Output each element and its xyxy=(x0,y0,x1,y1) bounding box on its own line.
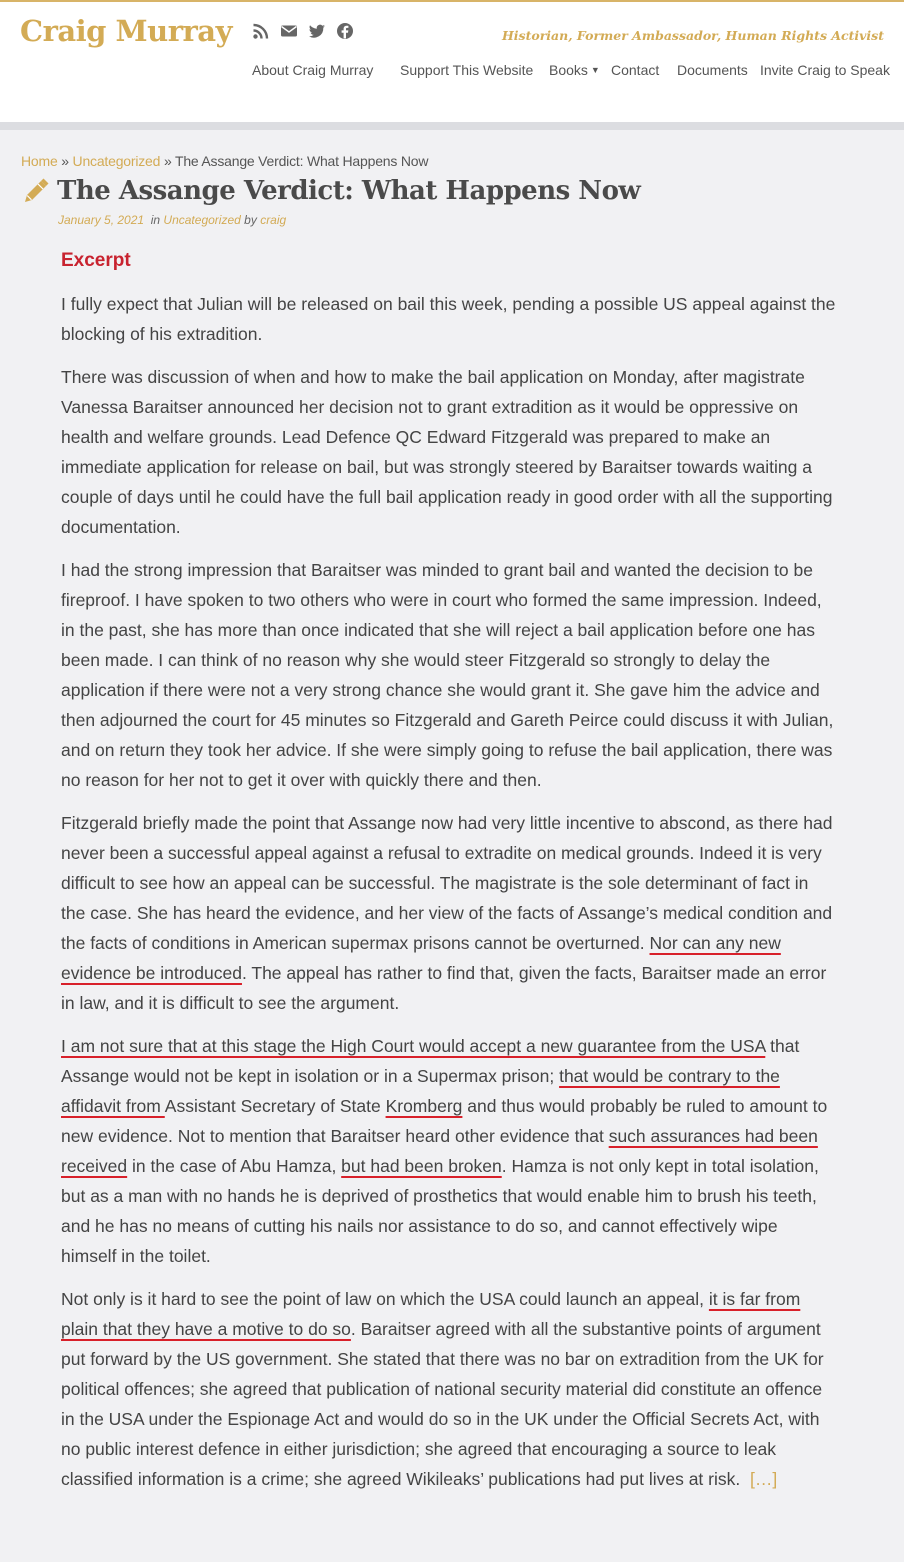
nav-books[interactable] xyxy=(549,62,600,78)
underlined-text: such assurances had been received xyxy=(61,1126,818,1176)
paragraph xyxy=(61,1284,836,1494)
post-date-link[interactable]: January 5, 2021 xyxy=(58,213,145,227)
underlined-text: but had been broken xyxy=(341,1156,502,1176)
text-run: Assistant Secretary of State xyxy=(164,1096,386,1116)
nav-about[interactable]: About Craig Murray xyxy=(252,62,374,78)
breadcrumb-category[interactable]: Uncategorized xyxy=(72,153,161,169)
twitter-icon[interactable] xyxy=(308,22,326,40)
paragraph xyxy=(61,808,836,1018)
site-tagline: Historian, Former Ambassador, Human Rights Activist xyxy=(501,28,884,43)
rss-icon[interactable] xyxy=(252,22,270,40)
breadcrumb-sep: » xyxy=(163,153,172,169)
read-more-link[interactable]: […] xyxy=(749,1469,778,1489)
facebook-icon[interactable] xyxy=(336,22,354,40)
post-author-link[interactable]: craig xyxy=(260,213,287,227)
breadcrumb xyxy=(21,153,428,169)
excerpt-label: Excerpt xyxy=(61,250,131,271)
underlined-text: I am not sure that at this stage the High Court would accept a new guarantee from the USA xyxy=(61,1036,766,1056)
caret-down-icon: ▼ xyxy=(590,65,600,75)
header-divider xyxy=(0,122,904,130)
breadcrumb-current: The Assange Verdict: What Happens Now xyxy=(174,153,429,169)
paragraph: I fully expect that Julian will be released on bail this week, pending a possible US appeal against the blocking of his extradition. xyxy=(61,294,836,344)
text-run: . Baraitser agreed with all the substantive points of argument put forward by the US government. She stated that there was no bar on extradition from the UK for political offences; she agreed that publication of national security material did constitute an offence in the USA under the Espionage Act and would do so in the UK under the Official Secrets Act, with no public interest defence in either jurisdiction; she agreed that encouraging a source to leak classified information is a crime; she agreed Wikileaks’ publications had put lives at risk. xyxy=(61,1319,824,1489)
underlined-text: Kromberg xyxy=(385,1096,463,1116)
text-run: in the case of Abu Hamza, xyxy=(127,1156,342,1176)
breadcrumb-home[interactable]: Home xyxy=(21,153,58,169)
text-run: Fitzgerald briefly made the point that Assange now had very little incentive to abscond, as there had never been a successful appeal against a refusal to extradite on medical grounds. Indeed it is very difficult to see how an appeal can be successful. The magistrate is the sole determinant of fact in the case. She has heard the evidence, and her view of the facts of Assange’s medical condition and the facts of conditions in American supermax prisons cannot be overturned. xyxy=(61,813,833,953)
text-run: . The appeal has rather to find that, given the facts, Baraitser made an error in law, and it is difficult to see the argument. xyxy=(61,963,827,1013)
post-meta xyxy=(58,213,286,227)
nav-invite[interactable]: Invite Craig to Speak xyxy=(760,62,890,78)
paragraph: I had the strong impression that Baraitser was minded to grant bail and wanted the decision to be fireproof. I have spoken to two others who were in court who formed the same impression. Indeed, in the past, she has more than once indicated that she will reject a bail application before one has been made. I can think of no reason why she would steer Fitzgerald so strongly to delay the application if there were not a very strong chance she would grant it. She gave him the advice and then adjourned the court for 45 minutes so Fitzgerald and Gareth Peirce could discuss it with Julian, and on return they took her advice. If she were simply going to refuse the bail application, there was no reason for her not to get it over with quickly there and then. xyxy=(61,560,834,790)
social-links xyxy=(252,22,354,40)
underlined-text: Nor can any new evidence be introduced xyxy=(61,933,781,983)
site-title-link[interactable]: Craig Murray xyxy=(20,14,232,48)
post-title: The Assange Verdict: What Happens Now xyxy=(57,176,641,206)
post-category-link[interactable]: Uncategorized xyxy=(163,213,241,227)
paragraph xyxy=(61,1031,836,1271)
pencil-icon xyxy=(21,176,51,206)
envelope-icon[interactable] xyxy=(280,22,298,40)
post-title-row xyxy=(21,176,640,206)
underlined-text: that would be contrary to the affidavit from xyxy=(61,1066,780,1116)
nav-documents[interactable]: Documents xyxy=(677,62,748,78)
nav-books-label: Books xyxy=(549,62,588,78)
text-run: Not only is it hard to see the point of law on which the USA could launch an appeal, xyxy=(61,1289,709,1309)
site-header xyxy=(0,2,904,122)
underlined-text: it is far from plain that they have a motive to do so xyxy=(61,1289,801,1339)
nav-contact[interactable]: Contact xyxy=(611,62,660,78)
nav-support[interactable]: Support This Website xyxy=(400,62,534,78)
paragraph: There was discussion of when and how to make the bail application on Monday, after magistrate Vanessa Baraitser announced her decision not to grant extradition as it would be oppressive on health and welfare grounds. Lead Defence QC Edward Fitzgerald was prepared to make an immediate application for release on bail, but was strongly steered by Baraitser towards waiting a couple of days until he could have the full bail application ready in good order with all the supporting documentation. xyxy=(61,367,833,537)
meta-by: by xyxy=(244,213,257,227)
breadcrumb-sep: » xyxy=(61,153,69,169)
meta-in: in xyxy=(150,213,161,227)
text-run: . Hamza is not only kept in total isolation, but as a man with no hands he is deprived of prosthetics that would enable him to brush his teeth, and he has no means of cutting his nails nor assistance to do so, and cannot effectively wipe himself in the toilet. xyxy=(61,1156,819,1266)
text-run: and thus would probably be ruled to amount to new evidence. Not to mention that Baraitser heard other evidence that xyxy=(61,1096,828,1146)
text-run: that Assange would not be kept in isolation or in a Supermax prison; xyxy=(61,1036,800,1086)
post-excerpt xyxy=(61,289,836,1507)
